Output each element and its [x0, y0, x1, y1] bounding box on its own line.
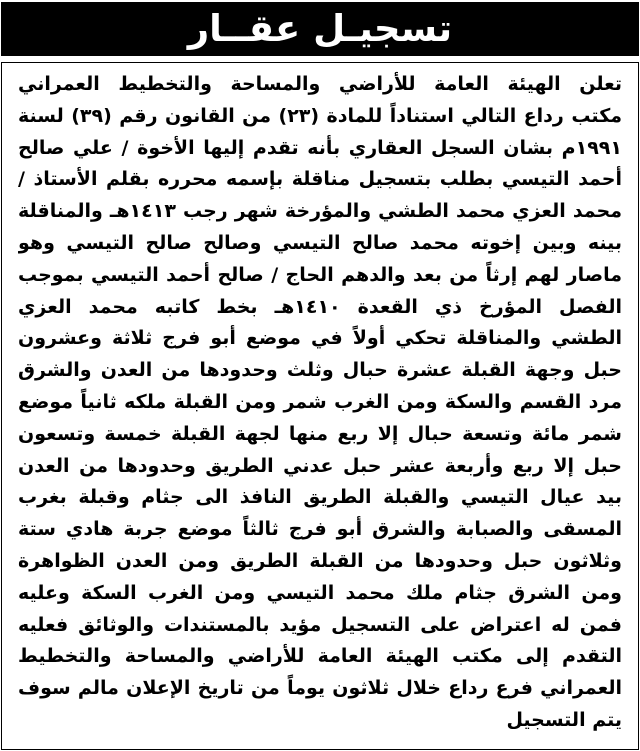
body-line: وثلاثون حبل وحدودها من القبلة الطريق ومن العدن الظواهرة: [18, 549, 622, 572]
body-line: حبل إلا ربع وأربعة عشر حبل عدني الطريق وحدودها من العدن: [18, 454, 622, 477]
body-line-last: يتم التسجيل: [506, 708, 622, 731]
body-line: شمر مائة وتسعة حبال إلا ربع منها لجهة القبلة خمسة وتسعون: [18, 422, 622, 445]
body-line: مكتب رداع التالي استناداً للمادة (٢٣) من القانون رقم (٣٩) لسنة: [18, 104, 622, 127]
body-line: ماصار لهم إرثاً من بعد والدهم الحاج / صالح أحمد التيسي بموجب: [18, 263, 622, 286]
body-line: بينه وبين إخوته محمد صالح التيسي وصالح صالح التيسي وهو: [18, 231, 622, 254]
body-line: حبل وجهة القبلة عشرة حبال وثلث وحدودها من العدن والشرق: [18, 359, 622, 382]
notice-body: [1, 62, 639, 750]
body-line: محمد العزي محمد الطشي والمؤرخة شهر رجب ١٤١٣هـ والمناقلة: [18, 200, 622, 223]
title-banner: [1, 2, 639, 56]
body-line: التقدم إلى مكتب الهيئة العامة للأراضي والمساحة والتخطيط: [18, 645, 622, 668]
body-line: الفصل المؤرخ ذي القعدة ١٤١٠هـ بخط كاتبه محمد العزي: [18, 295, 622, 318]
body-line: مرد القسم والسكة ومن الغرب شمر ومن القبلة ملكه ثانياً موضع: [18, 390, 622, 413]
body-line: تعلن الهيئة العامة للأراضي والمساحة والتخطيط العمراني: [18, 73, 622, 95]
body-line: ١٩٩١م بشان السجل العقاري بأنه تقدم إليها الأخوة / علي صالح: [18, 136, 622, 159]
body-line: العمراني فرع رداع خلال ثلاثون يوماً من تاريخ الإعلان مالم سوف: [18, 677, 622, 700]
body-line: المسقى والصبابة والشرق أبو فرج ثالثاً موضع جربة هادي ستة: [18, 518, 622, 541]
body-line: فمن له اعتراض على التسجيل مؤيد بالمستندات والوثائق فعليه: [18, 613, 622, 636]
body-line: أحمد التيسي بطلب بتسجيل مناقلة بإسمه محرره بقلم الأستاذ /: [18, 168, 622, 191]
notice-title: تسجيـل عقــار: [187, 7, 453, 50]
body-line: بيد عيال التيسي والقبلة الطريق النافذ الى جثام وقبلة بغرب: [18, 486, 622, 509]
body-line: الطشي والمناقلة تحكي أولاً في موضع أبو فرج ثلاثة وعشرون: [18, 327, 622, 350]
body-line: ومن الشرق جثام ملك محمد التيسي ومن الغرب السكة وعليه: [18, 581, 622, 604]
